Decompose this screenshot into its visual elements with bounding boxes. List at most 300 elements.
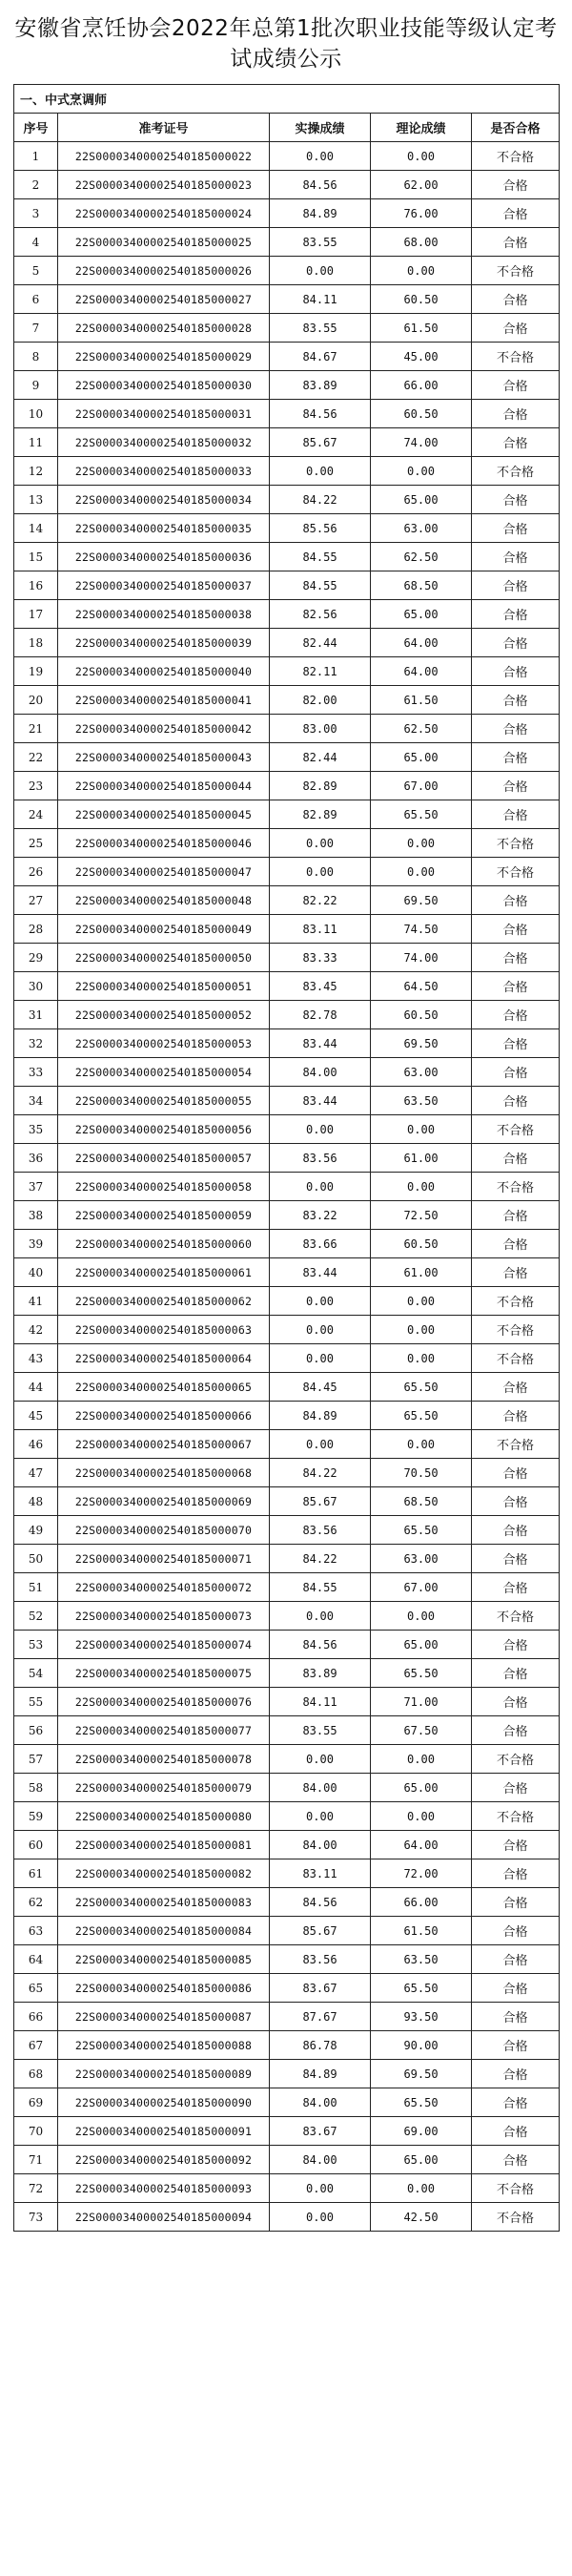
row-number: 49	[14, 1516, 58, 1545]
theory-score: 70.50	[371, 1459, 472, 1487]
table-row	[14, 1373, 560, 1402]
theory-score: 72.50	[371, 1201, 472, 1230]
theory-score: 69.50	[371, 2060, 472, 2088]
row-number: 11	[14, 428, 58, 457]
pass-status: 合格	[472, 1459, 560, 1487]
row-number: 63	[14, 1917, 58, 1945]
ticket-number: 22S00003400002540185000043	[58, 743, 270, 772]
table-row	[14, 1602, 560, 1631]
ticket-number: 22S00003400002540185000050	[58, 944, 270, 972]
ticket-number: 22S00003400002540185000089	[58, 2060, 270, 2088]
row-number: 71	[14, 2146, 58, 2174]
table-row	[14, 1201, 560, 1230]
theory-score: 65.50	[371, 1373, 472, 1402]
theory-score: 0.00	[371, 142, 472, 171]
pass-status: 不合格	[472, 257, 560, 285]
row-number: 31	[14, 1001, 58, 1029]
table-row	[14, 314, 560, 343]
row-number: 43	[14, 1344, 58, 1373]
table-row	[14, 400, 560, 428]
ticket-number: 22S00003400002540185000041	[58, 686, 270, 715]
pass-status: 合格	[472, 1831, 560, 1859]
pass-status: 合格	[472, 285, 560, 314]
table-row	[14, 2088, 560, 2117]
practical-score: 84.56	[270, 400, 371, 428]
practical-score: 82.44	[270, 743, 371, 772]
pass-status: 合格	[472, 314, 560, 343]
practical-score: 82.56	[270, 600, 371, 629]
practical-score: 84.00	[270, 1774, 371, 1802]
theory-score: 63.50	[371, 1087, 472, 1115]
practical-score: 84.55	[270, 543, 371, 571]
pass-status: 不合格	[472, 1802, 560, 1831]
theory-score: 66.00	[371, 371, 472, 400]
ticket-number: 22S00003400002540185000047	[58, 858, 270, 886]
pass-status: 合格	[472, 915, 560, 944]
practical-score: 0.00	[270, 1344, 371, 1373]
pass-status: 合格	[472, 400, 560, 428]
theory-score: 68.50	[371, 1487, 472, 1516]
practical-score: 0.00	[270, 1115, 371, 1144]
pass-status: 不合格	[472, 1430, 560, 1459]
ticket-number: 22S00003400002540185000079	[58, 1774, 270, 1802]
table-row	[14, 2117, 560, 2146]
ticket-number: 22S00003400002540185000084	[58, 1917, 270, 1945]
practical-score: 83.33	[270, 944, 371, 972]
table-row	[14, 1945, 560, 1974]
table-row	[14, 1831, 560, 1859]
theory-score: 65.00	[371, 486, 472, 514]
row-number: 67	[14, 2031, 58, 2060]
theory-score: 69.50	[371, 886, 472, 915]
pass-status: 不合格	[472, 1115, 560, 1144]
practical-score: 0.00	[270, 1287, 371, 1316]
table-row	[14, 285, 560, 314]
table-row	[14, 2060, 560, 2088]
row-number: 57	[14, 1745, 58, 1774]
table-row	[14, 1659, 560, 1688]
row-number: 38	[14, 1201, 58, 1230]
pass-status: 不合格	[472, 1602, 560, 1631]
pass-status: 合格	[472, 199, 560, 228]
row-number: 59	[14, 1802, 58, 1831]
pass-status: 合格	[472, 1659, 560, 1688]
table-row	[14, 1087, 560, 1115]
practical-score: 83.56	[270, 1144, 371, 1173]
table-row	[14, 1144, 560, 1173]
row-number: 20	[14, 686, 58, 715]
ticket-number: 22S00003400002540185000030	[58, 371, 270, 400]
pass-status: 合格	[472, 686, 560, 715]
row-number: 68	[14, 2060, 58, 2088]
row-number: 51	[14, 1573, 58, 1602]
ticket-number: 22S00003400002540185000039	[58, 629, 270, 657]
row-number: 73	[14, 2203, 58, 2232]
row-number: 4	[14, 228, 58, 257]
row-number: 9	[14, 371, 58, 400]
practical-score: 83.89	[270, 1659, 371, 1688]
table-row	[14, 371, 560, 400]
table-row	[14, 543, 560, 571]
practical-score: 0.00	[270, 457, 371, 486]
table-row	[14, 1287, 560, 1316]
ticket-number: 22S00003400002540185000060	[58, 1230, 270, 1258]
row-number: 15	[14, 543, 58, 571]
pass-status: 不合格	[472, 1745, 560, 1774]
theory-score: 65.50	[371, 2088, 472, 2117]
theory-score: 60.50	[371, 1001, 472, 1029]
row-number: 13	[14, 486, 58, 514]
table-row	[14, 571, 560, 600]
theory-score: 60.50	[371, 1230, 472, 1258]
table-row	[14, 1173, 560, 1201]
practical-score: 84.11	[270, 285, 371, 314]
table-row	[14, 1917, 560, 1945]
ticket-number: 22S00003400002540185000058	[58, 1173, 270, 1201]
theory-score: 61.00	[371, 1258, 472, 1287]
ticket-number: 22S00003400002540185000045	[58, 800, 270, 829]
table-row	[14, 1402, 560, 1430]
theory-score: 71.00	[371, 1688, 472, 1716]
row-number: 53	[14, 1631, 58, 1659]
pass-status: 不合格	[472, 457, 560, 486]
theory-score: 60.50	[371, 285, 472, 314]
ticket-number: 22S00003400002540185000092	[58, 2146, 270, 2174]
row-number: 32	[14, 1029, 58, 1058]
column-header-ticket: 准考证号	[58, 114, 270, 142]
theory-score: 0.00	[371, 457, 472, 486]
practical-score: 0.00	[270, 858, 371, 886]
practical-score: 83.22	[270, 1201, 371, 1230]
theory-score: 65.50	[371, 1402, 472, 1430]
row-number: 72	[14, 2174, 58, 2203]
ticket-number: 22S00003400002540185000094	[58, 2203, 270, 2232]
practical-score: 0.00	[270, 1745, 371, 1774]
pass-status: 合格	[472, 1029, 560, 1058]
ticket-number: 22S00003400002540185000042	[58, 715, 270, 743]
pass-status: 不合格	[472, 858, 560, 886]
column-header-practical: 实操成绩	[270, 114, 371, 142]
row-number: 60	[14, 1831, 58, 1859]
row-number: 56	[14, 1716, 58, 1745]
ticket-number: 22S00003400002540185000080	[58, 1802, 270, 1831]
table-row	[14, 1545, 560, 1573]
pass-status: 合格	[472, 1859, 560, 1888]
theory-score: 62.00	[371, 171, 472, 199]
row-number: 12	[14, 457, 58, 486]
ticket-number: 22S00003400002540185000040	[58, 657, 270, 686]
practical-score: 84.89	[270, 199, 371, 228]
theory-score: 72.00	[371, 1859, 472, 1888]
row-number: 6	[14, 285, 58, 314]
table-row	[14, 171, 560, 199]
table-row	[14, 142, 560, 171]
row-number: 14	[14, 514, 58, 543]
ticket-number: 22S00003400002540185000085	[58, 1945, 270, 1974]
row-number: 7	[14, 314, 58, 343]
pass-status: 合格	[472, 1144, 560, 1173]
table-row	[14, 1802, 560, 1831]
column-header-seq: 序号	[14, 114, 58, 142]
theory-score: 63.00	[371, 514, 472, 543]
practical-score: 87.67	[270, 2003, 371, 2031]
practical-score: 0.00	[270, 1430, 371, 1459]
theory-score: 42.50	[371, 2203, 472, 2232]
pass-status: 不合格	[472, 1344, 560, 1373]
practical-score: 84.56	[270, 1631, 371, 1659]
theory-score: 0.00	[371, 2174, 472, 2203]
table-row	[14, 428, 560, 457]
table-row	[14, 1430, 560, 1459]
pass-status: 合格	[472, 2031, 560, 2060]
theory-score: 65.00	[371, 600, 472, 629]
row-number: 54	[14, 1659, 58, 1688]
ticket-number: 22S00003400002540185000044	[58, 772, 270, 800]
practical-score: 83.66	[270, 1230, 371, 1258]
row-number: 46	[14, 1430, 58, 1459]
ticket-number: 22S00003400002540185000026	[58, 257, 270, 285]
table-row	[14, 2031, 560, 2060]
ticket-number: 22S00003400002540185000074	[58, 1631, 270, 1659]
row-number: 24	[14, 800, 58, 829]
theory-score: 0.00	[371, 1115, 472, 1144]
theory-score: 66.00	[371, 1888, 472, 1917]
practical-score: 84.56	[270, 1888, 371, 1917]
practical-score: 83.67	[270, 1974, 371, 2003]
practical-score: 83.44	[270, 1087, 371, 1115]
row-number: 39	[14, 1230, 58, 1258]
theory-score: 65.00	[371, 2146, 472, 2174]
ticket-number: 22S00003400002540185000057	[58, 1144, 270, 1173]
table-row	[14, 1258, 560, 1287]
row-number: 10	[14, 400, 58, 428]
table-row	[14, 657, 560, 686]
ticket-number: 22S00003400002540185000082	[58, 1859, 270, 1888]
pass-status: 合格	[472, 2146, 560, 2174]
theory-score: 65.00	[371, 743, 472, 772]
pass-status: 合格	[472, 2003, 560, 2031]
theory-score: 74.50	[371, 915, 472, 944]
ticket-number: 22S00003400002540185000090	[58, 2088, 270, 2117]
pass-status: 合格	[472, 1974, 560, 2003]
row-number: 64	[14, 1945, 58, 1974]
table-row	[14, 1344, 560, 1373]
pass-status: 合格	[472, 2060, 560, 2088]
ticket-number: 22S00003400002540185000070	[58, 1516, 270, 1545]
table-row	[14, 2174, 560, 2203]
ticket-number: 22S00003400002540185000054	[58, 1058, 270, 1087]
row-number: 52	[14, 1602, 58, 1631]
theory-score: 0.00	[371, 1802, 472, 1831]
theory-score: 62.50	[371, 543, 472, 571]
theory-score: 65.50	[371, 800, 472, 829]
theory-score: 65.00	[371, 1631, 472, 1659]
table-row	[14, 600, 560, 629]
ticket-number: 22S00003400002540185000048	[58, 886, 270, 915]
ticket-number: 22S00003400002540185000034	[58, 486, 270, 514]
pass-status: 合格	[472, 171, 560, 199]
ticket-number: 22S00003400002540185000056	[58, 1115, 270, 1144]
ticket-number: 22S00003400002540185000077	[58, 1716, 270, 1745]
pass-status: 合格	[472, 1201, 560, 1230]
practical-score: 0.00	[270, 1316, 371, 1344]
row-number: 16	[14, 571, 58, 600]
practical-score: 85.67	[270, 1917, 371, 1945]
practical-score: 84.56	[270, 171, 371, 199]
theory-score: 74.00	[371, 944, 472, 972]
theory-score: 0.00	[371, 858, 472, 886]
table-row	[14, 944, 560, 972]
table-row	[14, 1001, 560, 1029]
theory-score: 60.50	[371, 400, 472, 428]
table-row	[14, 1029, 560, 1058]
practical-score: 83.55	[270, 314, 371, 343]
row-number: 36	[14, 1144, 58, 1173]
pass-status: 不合格	[472, 2174, 560, 2203]
practical-score: 0.00	[270, 2174, 371, 2203]
ticket-number: 22S00003400002540185000093	[58, 2174, 270, 2203]
table-row	[14, 1716, 560, 1745]
theory-score: 0.00	[371, 1344, 472, 1373]
table-row	[14, 1230, 560, 1258]
pass-status: 合格	[472, 543, 560, 571]
ticket-number: 22S00003400002540185000088	[58, 2031, 270, 2060]
row-number: 1	[14, 142, 58, 171]
ticket-number: 22S00003400002540185000066	[58, 1402, 270, 1430]
table-row	[14, 1573, 560, 1602]
practical-score: 83.00	[270, 715, 371, 743]
practical-score: 82.00	[270, 686, 371, 715]
row-number: 18	[14, 629, 58, 657]
column-header-pass: 是否合格	[472, 114, 560, 142]
table-row	[14, 743, 560, 772]
practical-score: 82.22	[270, 886, 371, 915]
practical-score: 0.00	[270, 829, 371, 858]
theory-score: 68.00	[371, 228, 472, 257]
theory-score: 61.50	[371, 1917, 472, 1945]
ticket-number: 22S00003400002540185000051	[58, 972, 270, 1001]
section-header-row	[14, 85, 560, 114]
row-number: 30	[14, 972, 58, 1001]
pass-status: 不合格	[472, 1173, 560, 1201]
ticket-number: 22S00003400002540185000037	[58, 571, 270, 600]
theory-score: 0.00	[371, 1316, 472, 1344]
pass-status: 合格	[472, 1001, 560, 1029]
pass-status: 合格	[472, 571, 560, 600]
theory-score: 63.50	[371, 1945, 472, 1974]
row-number: 66	[14, 2003, 58, 2031]
table-row	[14, 457, 560, 486]
theory-score: 64.00	[371, 657, 472, 686]
theory-score: 69.50	[371, 1029, 472, 1058]
section-label: 一、中式烹调师	[14, 85, 560, 114]
pass-status: 合格	[472, 1573, 560, 1602]
pass-status: 合格	[472, 1545, 560, 1573]
row-number: 69	[14, 2088, 58, 2117]
table-row	[14, 1516, 560, 1545]
table-row	[14, 829, 560, 858]
theory-score: 61.00	[371, 1144, 472, 1173]
pass-status: 合格	[472, 800, 560, 829]
row-number: 19	[14, 657, 58, 686]
row-number: 50	[14, 1545, 58, 1573]
table-row	[14, 858, 560, 886]
table-row	[14, 2203, 560, 2232]
practical-score: 0.00	[270, 1802, 371, 1831]
row-number: 55	[14, 1688, 58, 1716]
ticket-number: 22S00003400002540185000083	[58, 1888, 270, 1917]
table-row	[14, 1859, 560, 1888]
pass-status: 合格	[472, 1888, 560, 1917]
table-row	[14, 2003, 560, 2031]
practical-score: 84.67	[270, 343, 371, 371]
ticket-number: 22S00003400002540185000033	[58, 457, 270, 486]
ticket-number: 22S00003400002540185000032	[58, 428, 270, 457]
practical-score: 0.00	[270, 142, 371, 171]
pass-status: 合格	[472, 371, 560, 400]
ticket-number: 22S00003400002540185000078	[58, 1745, 270, 1774]
row-number: 22	[14, 743, 58, 772]
row-number: 33	[14, 1058, 58, 1087]
ticket-number: 22S00003400002540185000081	[58, 1831, 270, 1859]
ticket-number: 22S00003400002540185000086	[58, 1974, 270, 2003]
pass-status: 不合格	[472, 142, 560, 171]
pass-status: 合格	[472, 972, 560, 1001]
pass-status: 合格	[472, 1373, 560, 1402]
theory-score: 64.00	[371, 1831, 472, 1859]
row-number: 62	[14, 1888, 58, 1917]
ticket-number: 22S00003400002540185000035	[58, 514, 270, 543]
theory-score: 74.00	[371, 428, 472, 457]
table-row	[14, 486, 560, 514]
practical-score: 84.00	[270, 2146, 371, 2174]
practical-score: 0.00	[270, 1173, 371, 1201]
table-row	[14, 1316, 560, 1344]
table-row	[14, 1459, 560, 1487]
practical-score: 83.56	[270, 1516, 371, 1545]
theory-score: 76.00	[371, 199, 472, 228]
pass-status: 合格	[472, 514, 560, 543]
pass-status: 合格	[472, 228, 560, 257]
theory-score: 68.50	[371, 571, 472, 600]
row-number: 45	[14, 1402, 58, 1430]
pass-status: 合格	[472, 1688, 560, 1716]
practical-score: 84.22	[270, 1545, 371, 1573]
practical-score: 84.00	[270, 1831, 371, 1859]
row-number: 28	[14, 915, 58, 944]
table-row	[14, 228, 560, 257]
ticket-number: 22S00003400002540185000076	[58, 1688, 270, 1716]
pass-status: 合格	[472, 1945, 560, 1974]
row-number: 8	[14, 343, 58, 371]
pass-status: 合格	[472, 1631, 560, 1659]
table-row	[14, 2146, 560, 2174]
ticket-number: 22S00003400002540185000075	[58, 1659, 270, 1688]
pass-status: 合格	[472, 1258, 560, 1287]
ticket-number: 22S00003400002540185000036	[58, 543, 270, 571]
practical-score: 85.67	[270, 1487, 371, 1516]
table-row	[14, 1487, 560, 1516]
theory-score: 62.50	[371, 715, 472, 743]
row-number: 58	[14, 1774, 58, 1802]
row-number: 21	[14, 715, 58, 743]
pass-status: 不合格	[472, 829, 560, 858]
theory-score: 93.50	[371, 2003, 472, 2031]
table-row	[14, 1115, 560, 1144]
row-number: 41	[14, 1287, 58, 1316]
table-row	[14, 772, 560, 800]
practical-score: 84.55	[270, 571, 371, 600]
